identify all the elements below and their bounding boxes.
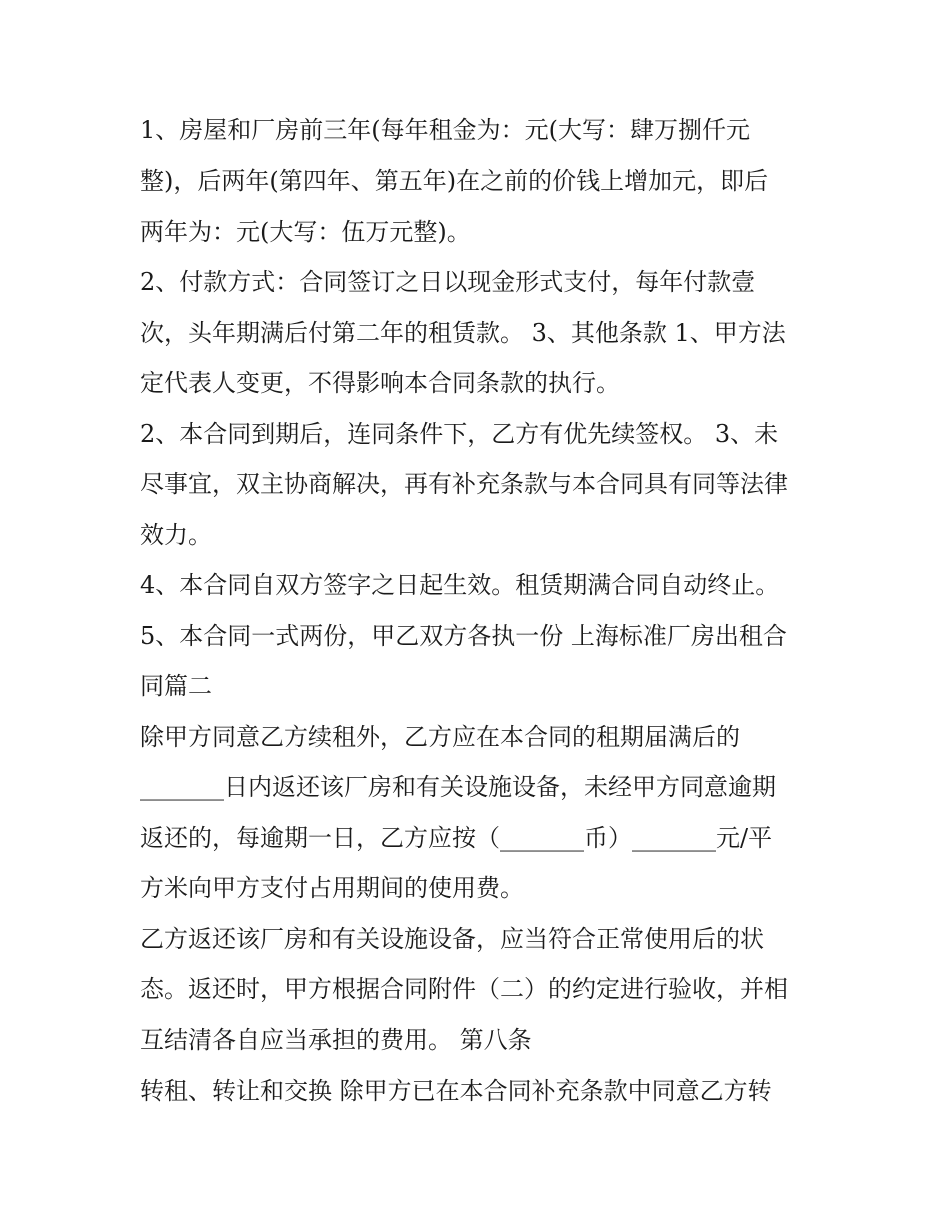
text-line: 2、付款方式：合同签订之日以现金形式支付，每年付款壹 bbox=[140, 268, 756, 296]
text-line: 次，头年期满后付第二年的租赁款。 3、其他条款 1、甲方法 bbox=[140, 319, 786, 347]
text-line: 尽事宜，双主协商解决，再有补充条款与本合同具有同等法律 bbox=[140, 470, 788, 498]
text-line: 定代表人变更，不得影响本合同条款的执行。 bbox=[140, 369, 620, 397]
text-line: 5、本合同一式两份，甲乙双方各执一份 上海标准厂房出租合 bbox=[140, 622, 787, 650]
text-line: 返还的，每逾期一日，乙方应按（_______币）_______元/平 bbox=[140, 824, 773, 852]
text-line: 乙方返还该厂房和有关设施设备，应当符合正常使用后的状 bbox=[140, 925, 764, 953]
text-line: _______日内返还该厂房和有关设施设备，未经甲方同意逾期 bbox=[140, 773, 776, 801]
text-line: 除甲方同意乙方续租外，乙方应在本合同的租期届满后的 bbox=[140, 723, 740, 751]
text-line: 态。返还时，甲方根据合同附件（二）的约定进行验收，并相 bbox=[140, 975, 788, 1003]
text-line: 效力。 bbox=[140, 521, 212, 549]
text-line: 同篇二 bbox=[140, 672, 212, 700]
text-line: 两年为：元(大写：伍万元整)。 bbox=[140, 218, 471, 246]
text-line: 互结清各自应当承担的费用。 第八条 bbox=[140, 1026, 532, 1054]
text-line: 1、房屋和厂房前三年(每年租金为：元(大写：肆万捌仟元 bbox=[140, 116, 750, 144]
text-line: 转租、转让和交换 除甲方已在本合同补充条款中同意乙方转 bbox=[140, 1077, 772, 1105]
text-line: 2、本合同到期后，连同条件下，乙方有优先续签权。 3、未 bbox=[140, 420, 779, 448]
text-line: 方米向甲方支付占用期间的使用费。 bbox=[140, 874, 524, 902]
text-line: 4、本合同自双方签字之日起生效。租赁期满合同自动终止。 bbox=[140, 571, 780, 599]
text-line: 整)，后两年(第四年、第五年)在之前的价钱上增加元，即后 bbox=[140, 167, 769, 195]
